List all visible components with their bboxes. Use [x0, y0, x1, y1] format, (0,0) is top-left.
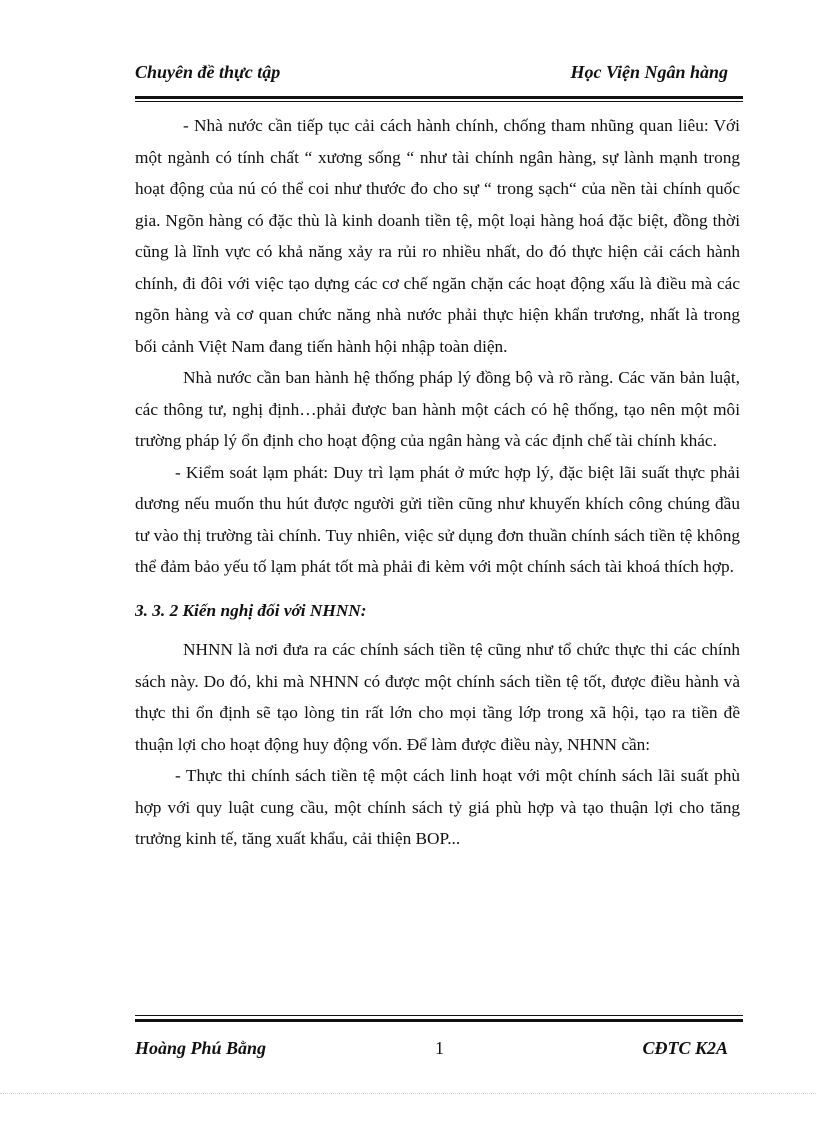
paragraph-monetary-policy: - Thực thi chính sách tiền tệ một cách linh hoạt với một chính sách lãi suất phù hợp với quy luật cung cầu, một chính sách tỷ giá phù hợp và tạo thuận lợi cho tăng trưởng kinh tế, tăng xuất khẩu, cải thiện BOP... — [135, 766, 740, 848]
header-rule-thin — [135, 101, 743, 102]
paragraph-inflation-control: - Kiểm soát lạm phát: Duy trì lạm phát ở mức hợp lý, đặc biệt lãi suất thực phải dương nếu muốn thu hút được người gửi tiền cũng như khuyến khích công chúng đầu tư vào thị trường tài chính. Tuy nhiên, việc sử dụng đơn thuần chính sách tiền tệ không thể đảm bảo yếu tố lạm phát tốt mà phải đi kèm với một chính sách tài khoá thích hợp. — [135, 462, 740, 576]
header-document-type: Chuyên đề thực tập — [135, 62, 281, 82]
document-body — [135, 110, 740, 855]
paragraph-nhnn-role: NHNN là nơi đưa ra các chính sách tiền tệ cũng như tổ chức thực thi các chính sách này. Do đó, khi mà NHNN có được một chính sách tiền tệ tốt, được điều hành và thực thi ổn định sẽ tạo lòng tin rất lớn cho mọi tầng lớp trong xã hội, tạo ra tiền đề thuận lợi cho hoạt động huy động vốn. Để làm được điều này, NHNN cần: — [135, 640, 740, 754]
page-header — [135, 62, 743, 90]
footer-class-code: CĐTC K2A — [642, 1038, 728, 1058]
page-number: 1 — [435, 1038, 444, 1058]
footer-rule-thin — [135, 1015, 743, 1016]
paragraph-admin-reform: - Nhà nước cần tiếp tục cải cách hành chính, chống tham nhũng quan liêu: Với một ngành có tính chất “ xương sống “ như tài chính ngân hàng, sự lành mạnh trong hoạt động của nú có thể coi như thước đo cho sự “ trong sạch“ của nền tài chính quốc gia. Ngõn hàng có đặc thù là kinh doanh tiền tệ, một loại hàng hoá đặc biệt, đồng thời cũng là lĩnh vực có khả năng xảy ra rủi ro nhiều nhất, do đó thực hiện cải cách hành chính, đi đôi với việc tạo dựng các cơ chế ngăn chặn các hoạt động xấu là điều mà các ngõn hàng và cơ quan chức năng nhà nước phải thực hiện khẩn trương, nhất là trong bối cảnh Việt Nam đang tiến hành hội nhập toàn diện. — [135, 116, 740, 356]
section-heading: 3. 3. 2 Kiến nghị đối với NHNN: — [135, 600, 367, 620]
footer-rule-thick — [135, 1019, 743, 1022]
page-footer — [135, 1038, 743, 1066]
header-institution: Học Viện Ngân hàng — [570, 62, 728, 82]
footer-author: Hoàng Phú Bằng — [135, 1038, 267, 1058]
header-rule-thick — [135, 96, 743, 99]
paragraph-legal-system: Nhà nước cần ban hành hệ thống pháp lý đồng bộ và rõ ràng. Các văn bản luật, các thông tư, nghị định…phải được ban hành một cách có hệ thống, tạo nên một môi trường pháp lý ổn định cho hoạt động của ngân hàng và các định chế tài chính khác. — [135, 368, 740, 450]
page-boundary-line — [0, 1093, 816, 1094]
